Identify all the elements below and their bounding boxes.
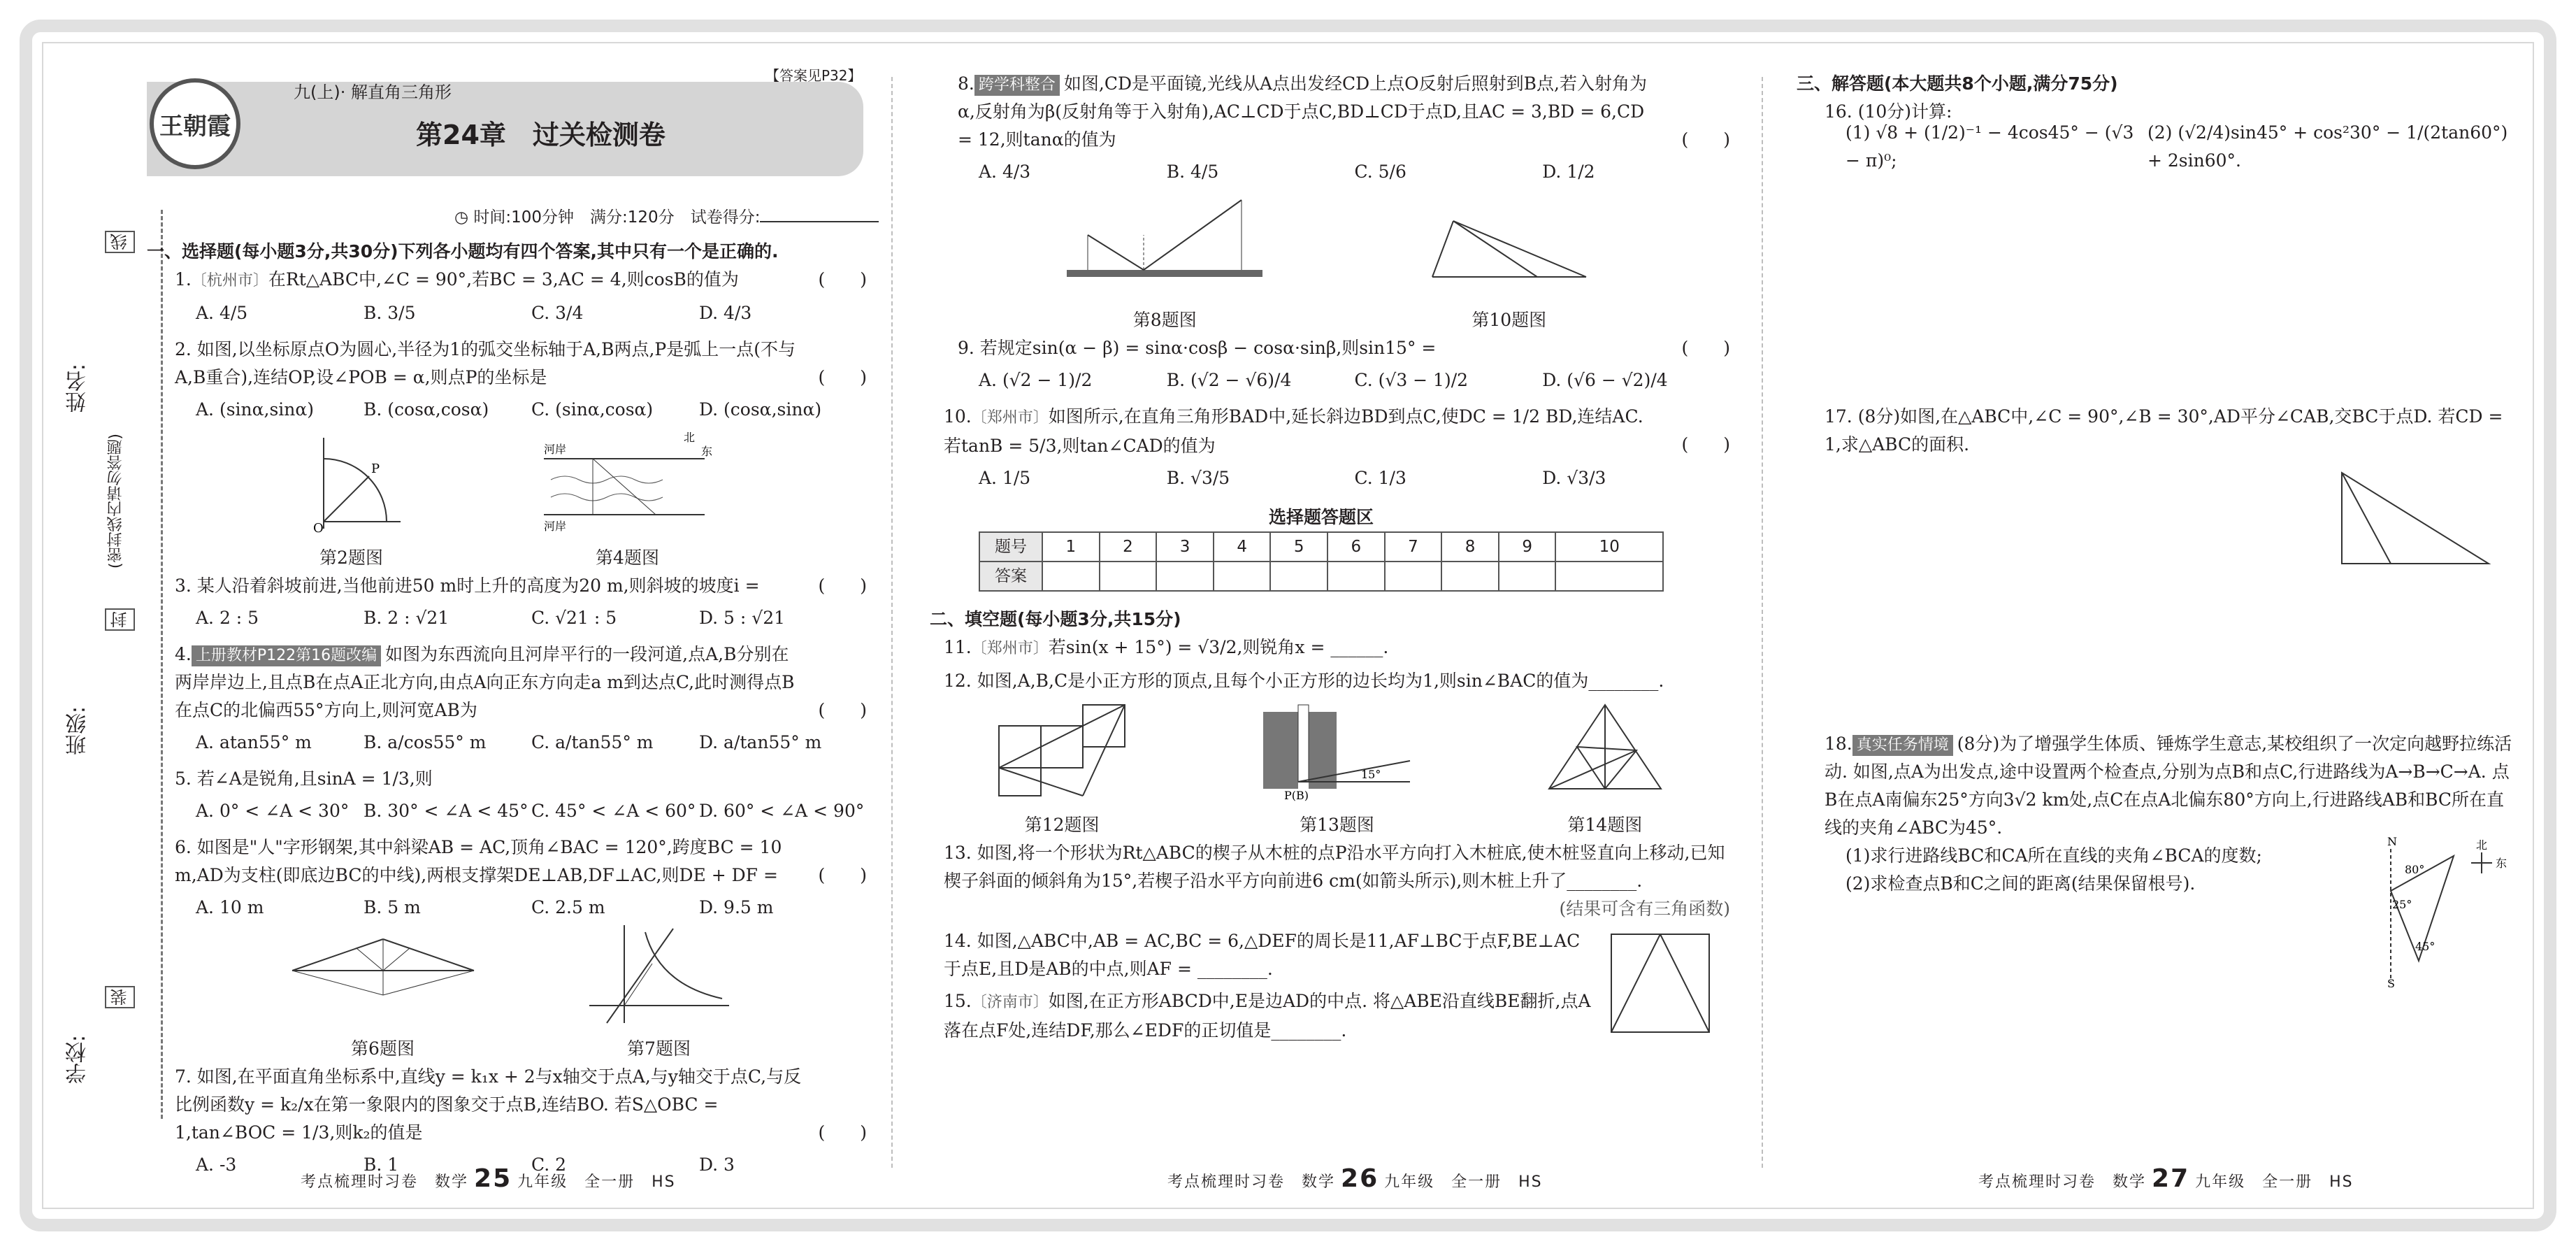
question-2: 2. 如图,以坐标原点O为圆心,半径为1的弧交坐标轴于A,B两点,P是弧上一点(不与A,B重合),连结OP,设∠POB = α,则点P的坐标是 ( ) A. (sinα,sinα) B. (cosα,cosα) C. (sinα,cosα) D. (cosα,sinα) — [175, 339, 867, 420]
svg-text:河岸: 河岸 — [543, 520, 566, 533]
seal-note: (密封线内请勿答题) — [107, 434, 124, 569]
question-10: 10.〔郑州市〕如图所示,在直角三角形BAD中,延长斜边BD到点C,使DC = 1/2 BD,连结AC. 若tanB = 5/3,则tan∠CAD的值为 ( ) A. 1/5 B. √3/5 C. 1/3 D. √3/3 — [944, 406, 1730, 488]
svg-text:P: P — [370, 462, 380, 476]
answer-cell[interactable] — [1042, 562, 1100, 591]
answer-cell[interactable] — [1270, 562, 1327, 591]
question-12: 12. 如图,A,B,C是小正方形的顶点,且每个小正方形的边长均为1,则sin∠BAC的值为________. — [944, 671, 1664, 691]
figure-10-triangle — [1418, 207, 1600, 298]
seal-seal: 封 — [105, 608, 135, 631]
figures-2-4 — [147, 432, 867, 572]
question-7: 7. 如图,在平面直角坐标系中,直线y = k₁x + 2与x轴交于点A,与y轴交于点C,与反比例函数y = k₂/x在第一象限内的图象交于点B,连结BO. 若S△OBC = 1,tan∠BOC = 1/3,则k₂的值是 ( ) A. -3 B. 1 C. 2 D. 3 — [175, 1066, 867, 1175]
footer-page-27: 考点梳理时习卷 数学 27 九年级 全一册 HS — [1978, 1164, 2354, 1193]
section-1-heading: 一、选择题(每小题3分,共30分)下列各小题均有四个答案,其中只有一个是正确的. — [147, 241, 779, 262]
class-label: 班级: — [66, 706, 90, 756]
svg-text:25°: 25° — [2392, 898, 2412, 911]
column-right — [1797, 70, 2517, 1168]
question-18: 18. 真实任务情境 (8分)为了增强学生体质、锤炼学生意志,某校组织了一次定向越野拉练活动. 如图,点A为出发点,途中设置两个检查点,分别为点B和点C,行进路线为A→B→C→A. 点B在点A南偏东25°方向3√2 km处,点C在点A北偏东80°方向上,行进路线AB和BC所在直线的夹角∠ABC为45°. (1)求行进路线BC和CA所在直线的夹角∠BCA的度数; (2)求检查点B和C之间的距离(结果保留根号). N S 80° 25° 45° 北 东 — [1797, 730, 2517, 898]
figures-6-7 — [147, 930, 867, 1063]
svg-text:东: 东 — [700, 445, 712, 458]
answer-table-header-row: 题号 1 2 3 4 5 6 7 8 9 10 — [979, 532, 1663, 562]
figure-14: 第14题图 — [1535, 698, 1675, 839]
answer-cell[interactable] — [1100, 562, 1157, 591]
question-1: 1.〔杭州市〕在Rt△ABC中,∠C = 90°,若BC = 3,AC = 4,则cosB的值为 ( ) A. 4/5 B. 3/5 C. 3/4 D. 4/3 — [175, 269, 867, 323]
answer-space-17 — [1797, 590, 2517, 730]
figures-12-14 — [930, 699, 1730, 839]
answer-cell[interactable] — [1499, 562, 1556, 591]
school-label: 学校: — [66, 1035, 90, 1085]
answer-zone-title: 选择题答题区 — [1268, 507, 1374, 527]
figure-15-square — [1604, 927, 1716, 1039]
exam-meta: ◷ 时间:100分钟 满分:120分 试卷得分: — [454, 204, 879, 227]
svg-text:河岸: 河岸 — [543, 443, 566, 456]
section-2-heading: 二、填空题(每小题3分,共15分) — [930, 609, 1181, 629]
answer-ref: 【答案见P32】 — [765, 67, 862, 84]
svg-text:北: 北 — [683, 431, 695, 444]
answer-zone — [979, 503, 1730, 592]
question-3: 3. 某人沿着斜坡前进,当他前进50 m时上升的高度为20 m,则斜坡的坡度i = ( ) A. 2 : 5 B. 2 : √21 C. √21 : 5 D. 5 : √21 — [175, 576, 867, 628]
clock-icon: ◷ — [454, 208, 474, 227]
answer-cell[interactable] — [1555, 562, 1663, 591]
column-divider-1 — [891, 77, 893, 1168]
question-17: 17. (8分)如图,在△ABC中,∠C = 90°,∠B = 30°,AD平分∠CAB,交BC于点D. 若CD = 1,求△ABC的面积. — [1797, 403, 2517, 586]
section-3-heading: 三、解答题(本大题共8个小题,满分75分) — [1797, 73, 2118, 94]
question-16: 16. (10分)计算: (1) √8 + (1/2)⁻¹ − 4cos45° − (√3 − π)⁰; (2) (√2/4)sin45° + cos²30° − 1/(2tan60°) + 2sin60°. — [1797, 98, 2517, 168]
svg-text:45°: 45° — [2415, 940, 2435, 953]
figure-4: 河岸 河岸 北 东 第4题图 — [537, 431, 719, 572]
question-16-part-1: (1) √8 + (1/2)⁻¹ − 4cos45° − (√3 − π)⁰; — [1845, 122, 2134, 171]
question-13: 13. 如图,将一个形状为Rt△ABC的楔子从木桩的点P沿水平方向打入木桩底,使木桩竖直向上移动,已知楔子斜面的倾斜角为15°,若楔子沿水平方向前进6 cm(如箭头所示),则木桩上升了________. (结果可含有三角函数) — [944, 843, 1730, 919]
figure-12: 第12题图 — [985, 698, 1139, 839]
answer-table — [979, 531, 1664, 592]
question-11: 11.〔郑州市〕若sin(x + 15°) = √3/2,则锐角x = ______. — [944, 637, 1389, 657]
column-middle — [930, 70, 1730, 1168]
chapter-title: 第24章 过关检测卷 — [416, 120, 665, 150]
question-9: 9. 若规定sin(α − β) = sinα·cosβ − cosα·sinβ,则sin15° = ( ) A. (√2 − 1)/2 B. (√2 − √6)/4 C. (√3 − 1)/2 D. (√6 − √2)/4 — [958, 338, 1730, 390]
question-14: 14. 如图,△ABC中,AB = AC,BC = 6,△DEF的周长是11,AF⊥BC于点F,BE⊥AC于点E,且D是AB的中点,则AF = ________. — [944, 931, 1581, 979]
figure-17-triangle — [2328, 466, 2496, 578]
question-16-part-2: (2) (√2/4)sin45° + cos²30° − 1/(2tan60°) + 2sin60°. — [2147, 122, 2508, 171]
figure-6: 第6题图 — [278, 929, 488, 1063]
question-6: 6. 如图是"人"字形钢架,其中斜梁AB = AC,顶角∠BAC = 120°,跨度BC = 10 m,AD为支柱(即底边BC的中线),两根支撑架DE⊥AB,DF⊥AC,则DE + DF = ( ) A. 10 m B. 5 m C. 2.5 m D. 9.5 m — [175, 837, 867, 917]
svg-text:S: S — [2387, 977, 2395, 989]
footer-page-26: 考点梳理时习卷 数学 26 九年级 全一册 HS — [1167, 1164, 1543, 1193]
figure-14-triangle — [1535, 698, 1675, 803]
answer-cell[interactable] — [1385, 562, 1442, 591]
binding-strip — [56, 0, 147, 1251]
figure-7: 第7题图 — [582, 922, 736, 1063]
svg-text:80°: 80° — [2405, 863, 2425, 876]
figure-10: 第10题图 — [1418, 207, 1600, 334]
question-8: 8. 跨学科整合 如图,CD是平面镜,光线从A点出发经CD上点O反射后照射到B点,若入射角为α,反射角为β(反射角等于入射角),AC⊥CD于点C,BD⊥CD于点D,且AC = 3,BD = 6,CD = 12,则tanα的值为 ( ) A. 4/3 B. 4/5 C. 5/6 D. 1/2 — [958, 73, 1730, 182]
answer-cell[interactable] — [1441, 562, 1499, 591]
svg-text:P(B): P(B) — [1284, 789, 1309, 802]
figure-7-graph — [582, 922, 736, 1027]
questions-14-15 — [930, 927, 1730, 1045]
name-label: 姓名: — [66, 364, 90, 413]
answer-cell[interactable] — [1327, 562, 1385, 591]
figure-8-mirror — [1060, 193, 1269, 298]
svg-text:O: O — [312, 521, 324, 536]
svg-text:N: N — [2387, 835, 2397, 848]
figure-2: P O 第2题图 — [296, 431, 408, 572]
column-divider-2 — [1762, 77, 1763, 1168]
figure-13-wedge — [1249, 698, 1424, 803]
footer-page-25: 考点梳理时习卷 数学 25 九年级 全一册 HS — [301, 1164, 676, 1193]
answer-table-answer-row: 答案 — [979, 562, 1663, 591]
breadcrumb: 九(上)· 解直角三角形 — [294, 83, 452, 102]
answer-cell[interactable] — [1156, 562, 1214, 591]
figure-6-truss — [278, 929, 488, 1027]
answer-space-16 — [1797, 172, 2517, 403]
svg-text:北: 北 — [2476, 838, 2488, 852]
column-left — [147, 238, 867, 1251]
figure-2-graph — [296, 431, 408, 536]
question-5: 5. 若∠A是锐角,且sinA = 1/3,则 A. 0° < ∠A < 30° B. 30° < ∠A < 45° C. 45° < ∠A < 60° D. 60° < ∠A < 90° — [175, 769, 865, 821]
answer-cell[interactable] — [1214, 562, 1271, 591]
figure-8: 第8题图 — [1060, 193, 1269, 334]
question-15: 15.〔济南市〕如图,在正方形ABCD中,E是边AD的中点. 将△ABE沿直线BE翻折,点A落在点F处,连结DF,那么∠EDF的正切值是________. — [944, 991, 1591, 1041]
question-4: 4. 上册教材P122第16题改编 如图为东西流向且河岸平行的一段河道,点A,B分别在两岸岸边上,且点B在点A正北方向,由点A向正东方向走a m到达点C,此时测得点B在点C的北偏西55°方向上,则河宽AB为 ( ) A. atan55° m B. a/cos55° m C. a/tan55° m D. a/tan55° m — [175, 644, 867, 752]
svg-text:15°: 15° — [1361, 768, 1381, 781]
publisher-logo: 王朝霞 — [150, 78, 240, 169]
seal-line: 线 — [105, 231, 135, 253]
figure-4-river — [537, 431, 719, 536]
figure-18-compass — [2349, 835, 2517, 989]
figure-13: P(B) 15° 第13题图 — [1249, 698, 1424, 839]
figure-12-grid — [985, 698, 1139, 803]
svg-text:东: 东 — [2496, 857, 2507, 870]
seal-bind: 装 — [105, 986, 135, 1008]
figures-8-10 — [930, 194, 1730, 334]
